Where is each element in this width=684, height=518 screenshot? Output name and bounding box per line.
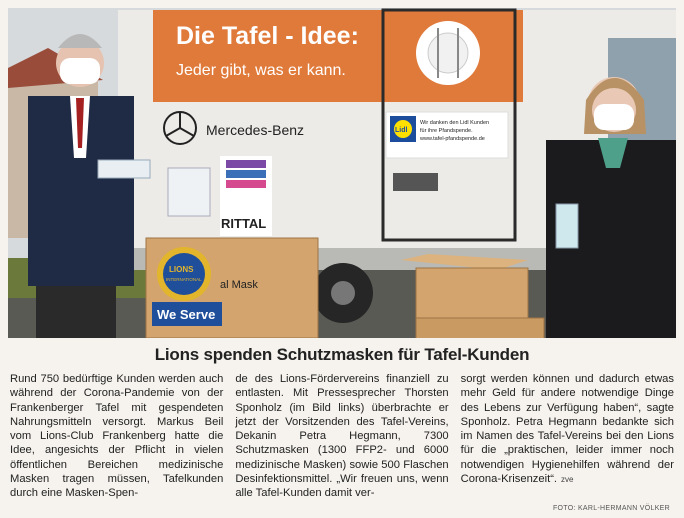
- article-body: [10, 372, 674, 512]
- article-text-col1: Rund 750 bedürftige Kunden werden auch während der Corona-Pandemie von der Frankenberger Tafel mit gespendeten Nahrungsmitteln versorgt. Markus Beil vom Lions-Club Frankenberg hatte die Idee, angesichts der Pflicht in vielen öffentlichen Bereichen medizinische Masken tragen müssen, Tafelkunden durch eine Masken-Spen-: [10, 373, 224, 500]
- lidl-note-line2: für ihre Pfandspende.: [420, 128, 473, 134]
- lidl-logo-text: Lidl: [395, 127, 408, 134]
- door-handle: [393, 173, 438, 191]
- box-mask-label: al Mask: [220, 279, 258, 291]
- rittal-text: RITTAL: [221, 216, 267, 231]
- article-text-col2: de des Lions-Fördervereins finanziell zu entlasten. Mit Pressesprecher Thorsten Sponholz (im Bild links) überbrachte er jetzt der Vorsitzenden des Tafel-Vereins, Dekanin Petra Hegmann, 7300 Schutzmasken (1300 FFP2- und 6000 medizinische Masken) sowie 500 Flaschen Desinfektionsmittel. „Wir freuen uns, wenn alle Tafel-Kunden damit ver-: [235, 373, 449, 500]
- article-photo: [8, 8, 676, 338]
- photo-credit: FOTO: KARL-HERMANN VÖLKER: [552, 505, 670, 512]
- lidl-note-line1: Wir danken den Lidl Kunden: [420, 120, 490, 126]
- article-text-col3: sorgt werden können und dadurch etwas mehr Geld für andere notwendige Dinge des Lebens zur Verfügung haben“, sagte Sponholz. Petra Hegmann bedankte sich im Namen des Tafel-Vereins bei den Lions für die „praktischen, leider immer noch notwendigen Hygienehilfen während der Corona-Krisenzeit“.: [460, 373, 674, 486]
- lidl-note-line3: www.tafel-pfandspende.de: [420, 136, 485, 142]
- box-stack-base: [416, 318, 544, 338]
- article-headline: Lions spenden Schutzmasken für Tafel-Kunden: [154, 345, 530, 364]
- mask-box-held: [168, 168, 210, 216]
- disinfectant-bottle: [556, 204, 578, 248]
- mask-held: [98, 160, 150, 178]
- article-column-2: [235, 372, 448, 512]
- woman-right-mask: [594, 104, 634, 130]
- article-column-1: [10, 372, 223, 512]
- article-column-3: [461, 372, 674, 512]
- lions-logo-text: LIONS: [169, 265, 194, 274]
- photo-scene: [8, 8, 676, 338]
- man-left-mask: [60, 58, 100, 84]
- we-serve-text: We Serve: [157, 307, 216, 322]
- mercedes-text: Mercedes-Benz: [206, 122, 305, 138]
- lions-international-text: INTERNATIONAL: [166, 277, 202, 282]
- man-left-trousers: [36, 286, 116, 338]
- article-author: zve: [561, 475, 574, 485]
- truck-banner-slogan: Jeder gibt, was er kann.: [176, 62, 346, 79]
- truck-hub: [331, 281, 355, 305]
- truck-banner-title: Die Tafel - Idee:: [176, 22, 359, 50]
